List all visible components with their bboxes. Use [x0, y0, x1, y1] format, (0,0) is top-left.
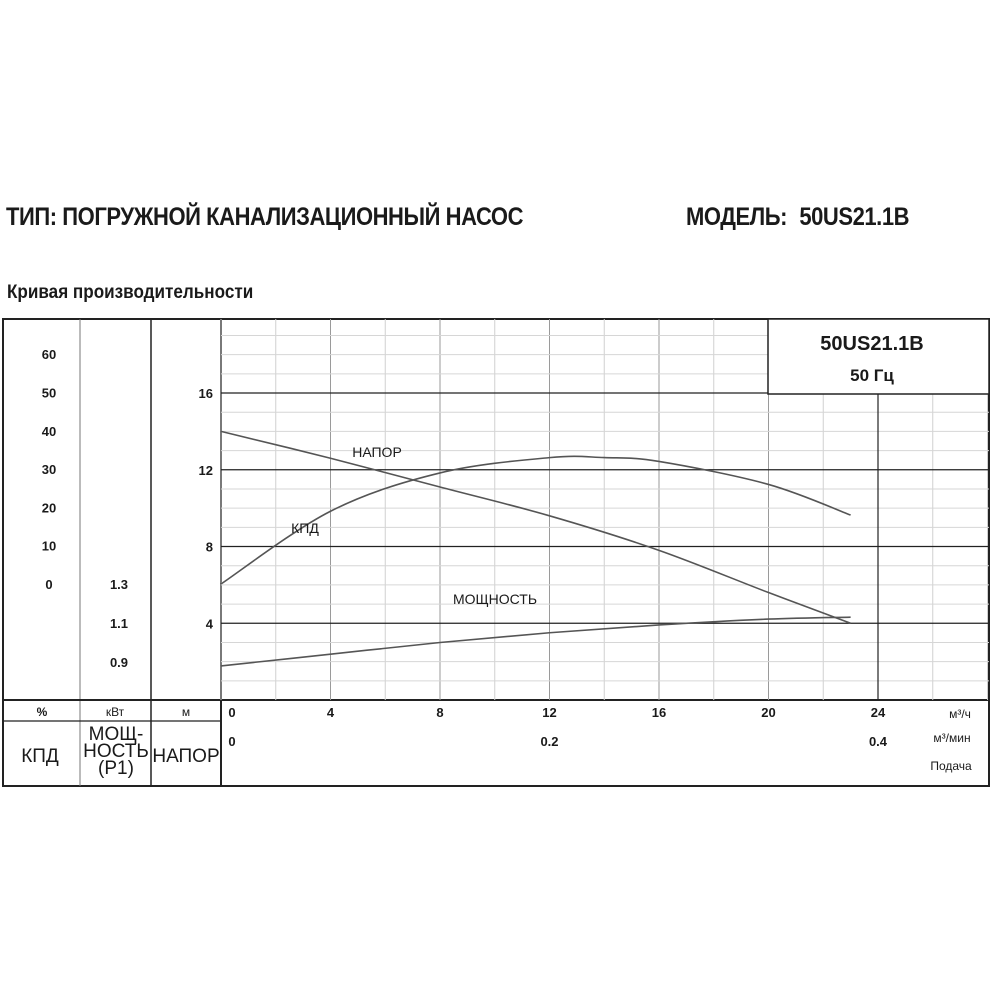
efficiency-tick-label: 10 [41, 538, 57, 554]
flow-unit-m3min: м³/мин [933, 731, 971, 745]
chart-title: 50US21.1B [820, 333, 924, 355]
power-axis-label-line: (P1) [98, 758, 134, 779]
flow-unit-m3h: м³/ч [949, 707, 971, 721]
head-tick-label: 12 [198, 462, 213, 478]
head-tick-label: 16 [198, 386, 213, 401]
x2-tick-label: 0 [228, 734, 236, 749]
power-curve [221, 617, 851, 666]
power-axis-label [83, 724, 149, 779]
series-label: НАПОР [352, 444, 402, 460]
x-tick-label: 20 [761, 705, 776, 720]
head-unit: м [181, 705, 191, 719]
x-tick-label: 24 [870, 705, 886, 720]
x-tick-label: 12 [542, 705, 557, 720]
x-tick-label: 8 [436, 705, 444, 720]
model-label: МОДЕЛЬ: [686, 203, 787, 231]
x-tick-label: 0 [228, 705, 236, 720]
x-tick-label: 4 [326, 705, 335, 720]
power-unit: кВт [105, 705, 125, 719]
series-label: МОЩНОСТЬ [452, 591, 538, 607]
power-tick-label: 1.3 [109, 577, 129, 592]
head-tick-label: 8 [205, 539, 213, 555]
flow-axis-label: Подача [930, 759, 972, 773]
head-tick-label: 4 [205, 616, 213, 632]
power-tick-label: 0.9 [109, 655, 129, 670]
chart-subtitle: Кривая производительности [7, 282, 254, 303]
efficiency-unit: % [36, 705, 48, 719]
pump-type-title: ТИП: ПОГРУЖНОЙ КАНАЛИЗАЦИОННЫЙ НАСОС [6, 203, 524, 231]
power-axis-label-line: МОЩ- [88, 724, 144, 745]
x2-tick-label: 0.2 [540, 734, 559, 749]
efficiency-axis-label: КПД [21, 746, 59, 767]
efficiency-tick-label: 40 [41, 423, 57, 439]
curves [221, 431, 851, 666]
series-label: КПД [291, 520, 319, 536]
efficiency-tick-label: 0 [45, 577, 53, 592]
x2-tick-label: 0.4 [868, 734, 888, 749]
head-axis-label: НАПОР [152, 746, 220, 767]
model-value: 50US21.1B [799, 203, 910, 231]
chart-frequency: 50 Гц [850, 366, 894, 385]
power-axis-label-line: НОСТЬ [83, 741, 149, 762]
x-tick-label: 16 [651, 705, 667, 720]
efficiency-tick-label: 20 [41, 500, 57, 516]
power-tick-label: 1.1 [109, 616, 129, 631]
efficiency-tick-label: 60 [41, 347, 57, 363]
tick-labels [42, 347, 888, 749]
efficiency-tick-label: 30 [41, 462, 57, 478]
efficiency-tick-label: 50 [41, 385, 57, 401]
